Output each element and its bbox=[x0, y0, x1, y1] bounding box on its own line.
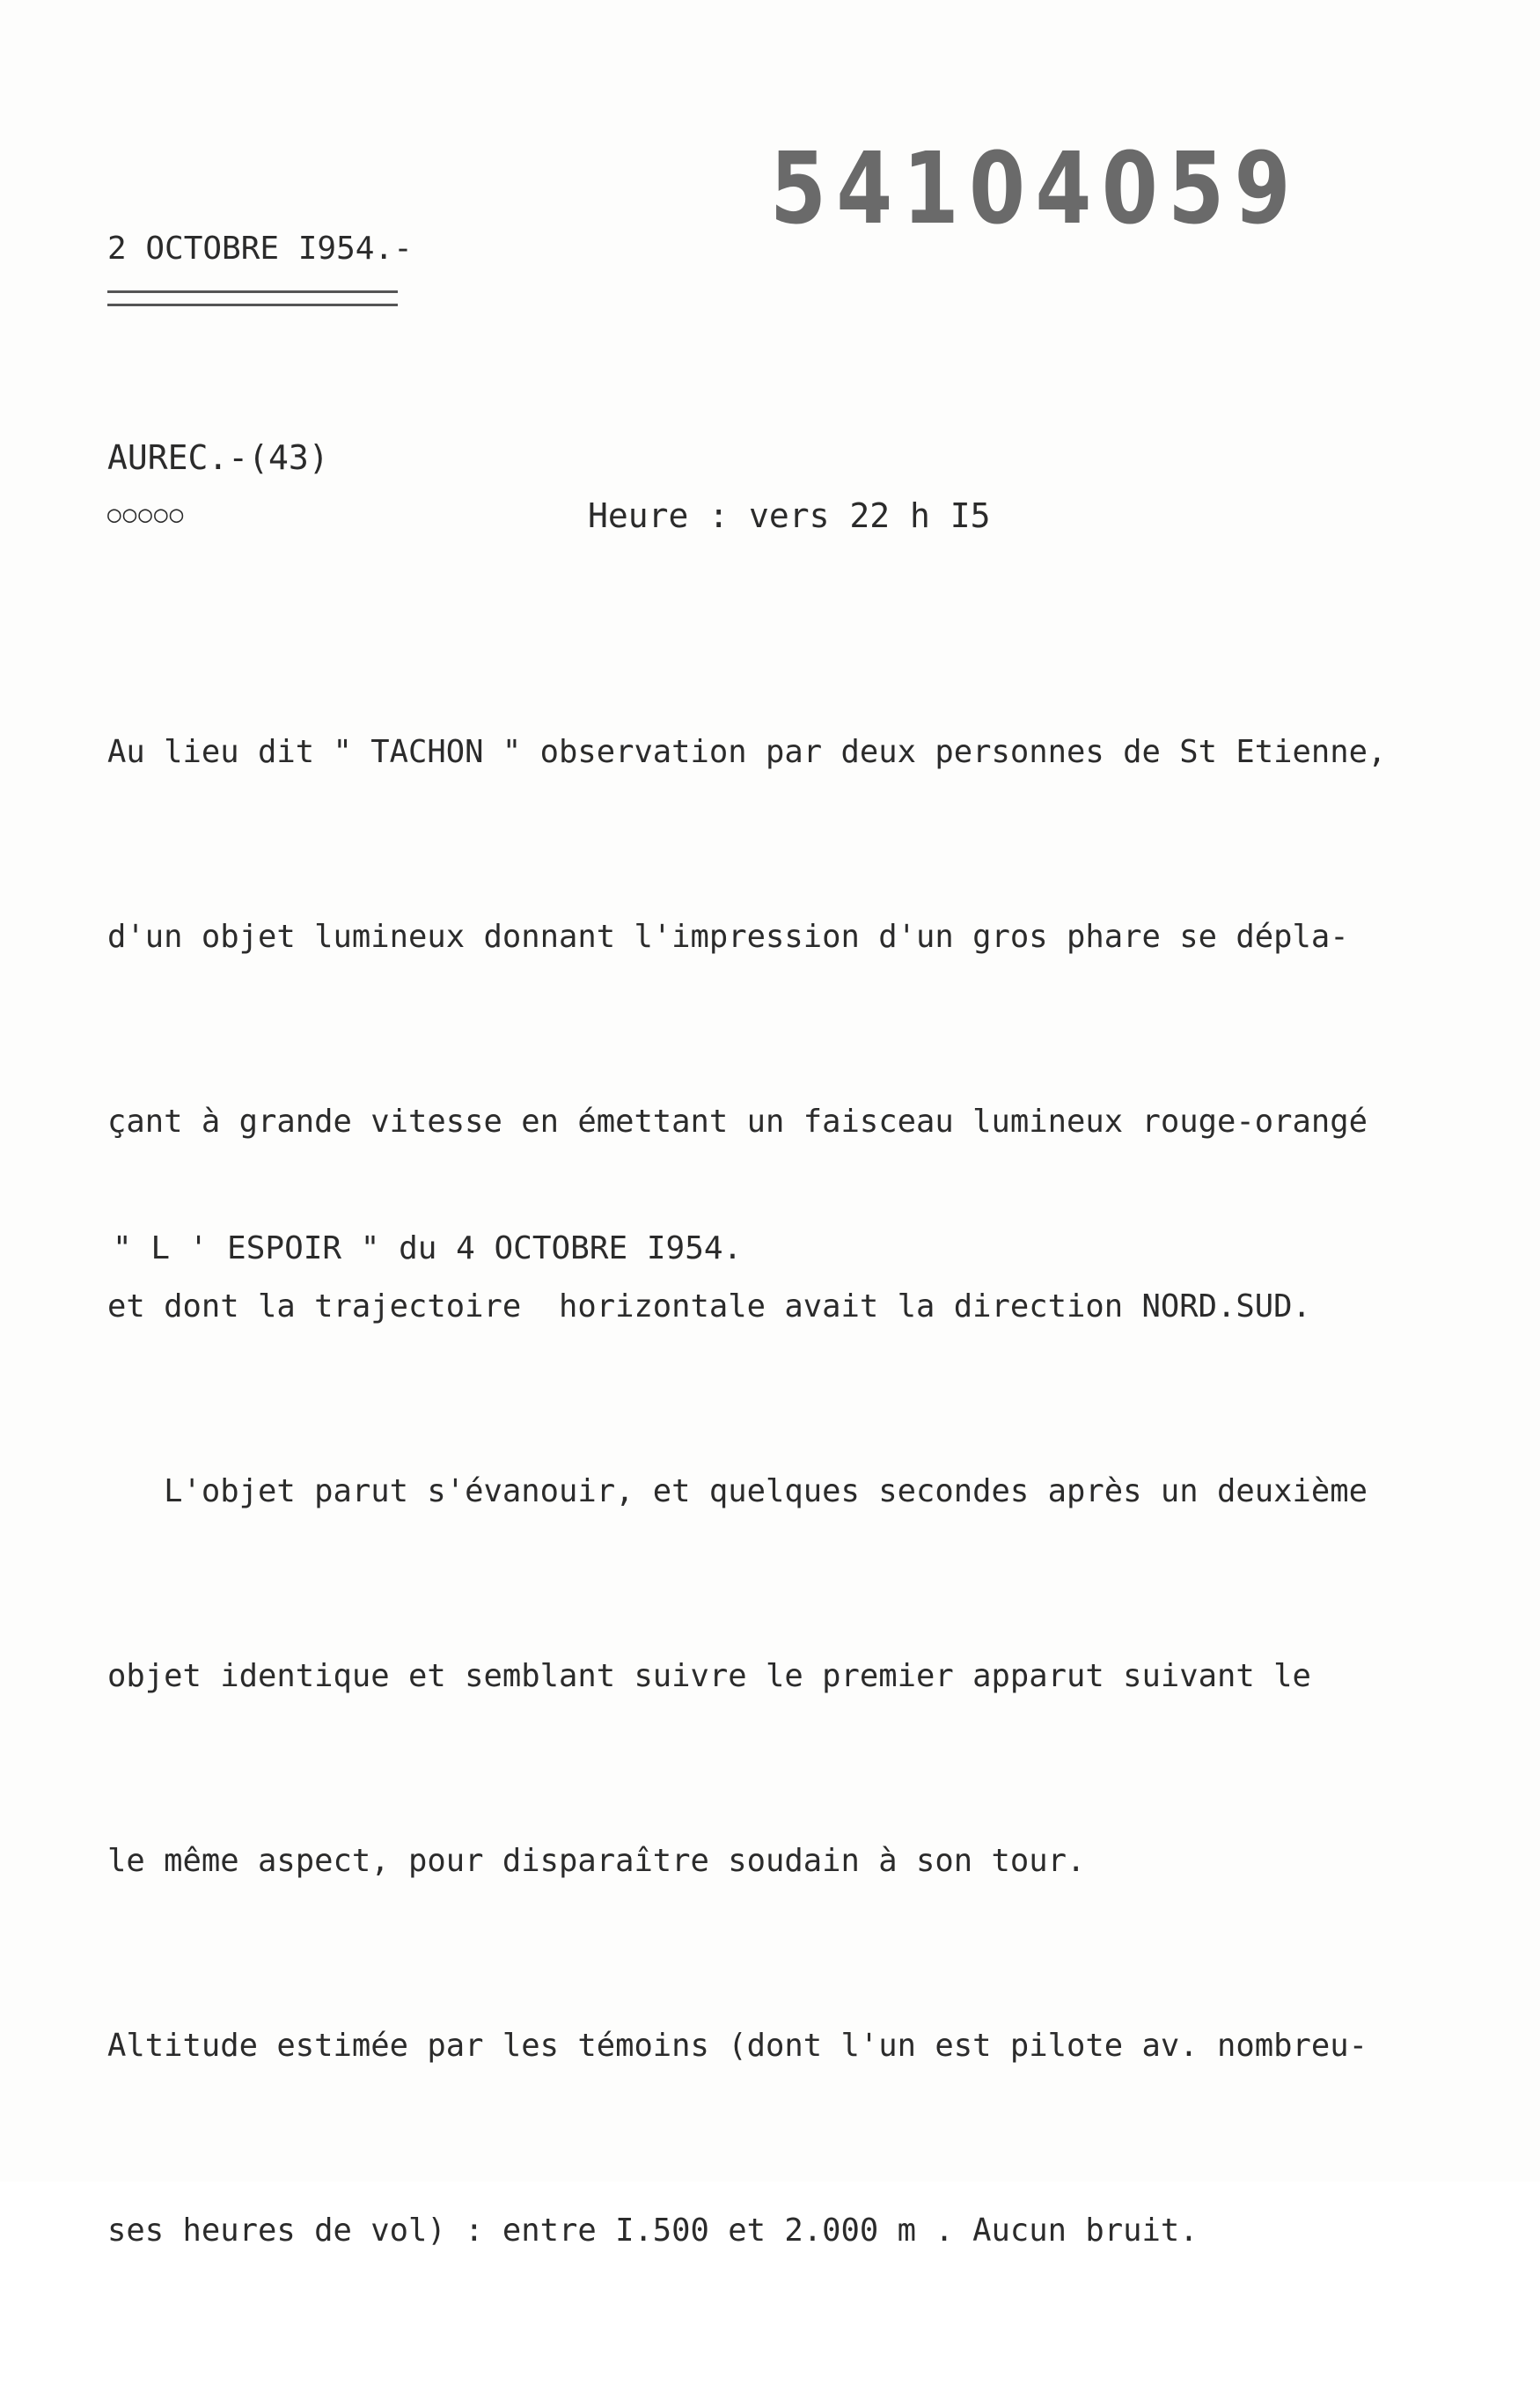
report-line: L'objet parut s'évanouir, et quelques secondes après un deuxième bbox=[107, 1473, 1368, 1509]
report-line: çant à grande vitesse en émettant un faisceau lumineux rouge-orangé bbox=[107, 1104, 1368, 1140]
document-date: 2 OCTOBRE I954.- bbox=[107, 231, 413, 267]
report-line: ses heures de vol) : entre I.500 et 2.000 m . Aucun bruit. bbox=[107, 2213, 1199, 2249]
report-line: et dont la trajectoire horizontale avait la direction NORD.SUD. bbox=[107, 1288, 1311, 1325]
date-double-underline bbox=[107, 290, 398, 306]
reference-number-stamp: 54104059 bbox=[770, 132, 1302, 246]
report-line: Au lieu dit " TACHON " observation par deux personnes de St Etienne, bbox=[107, 734, 1387, 770]
report-line: objet identique et semblant suivre le premier apparut suivant le bbox=[107, 1658, 1311, 1694]
newspaper-source: " L ' ESPOIR " du 4 OCTOBRE I954. bbox=[113, 1230, 743, 1266]
report-body bbox=[107, 598, 1515, 2385]
report-line: Altitude estimée par les témoins (dont l'un est pilote av. nombreu- bbox=[107, 2028, 1368, 2064]
separator-circles: ○○○○○ bbox=[107, 502, 186, 528]
location-heading: AUREC.-(43) bbox=[107, 438, 329, 477]
report-line: d'un objet lumineux donnant l'impression d'un gros phare se dépla- bbox=[107, 919, 1349, 955]
observation-time: Heure : vers 22 h I5 bbox=[588, 496, 991, 535]
report-line: le même aspect, pour disparaître soudain à son tour. bbox=[107, 1843, 1086, 1879]
